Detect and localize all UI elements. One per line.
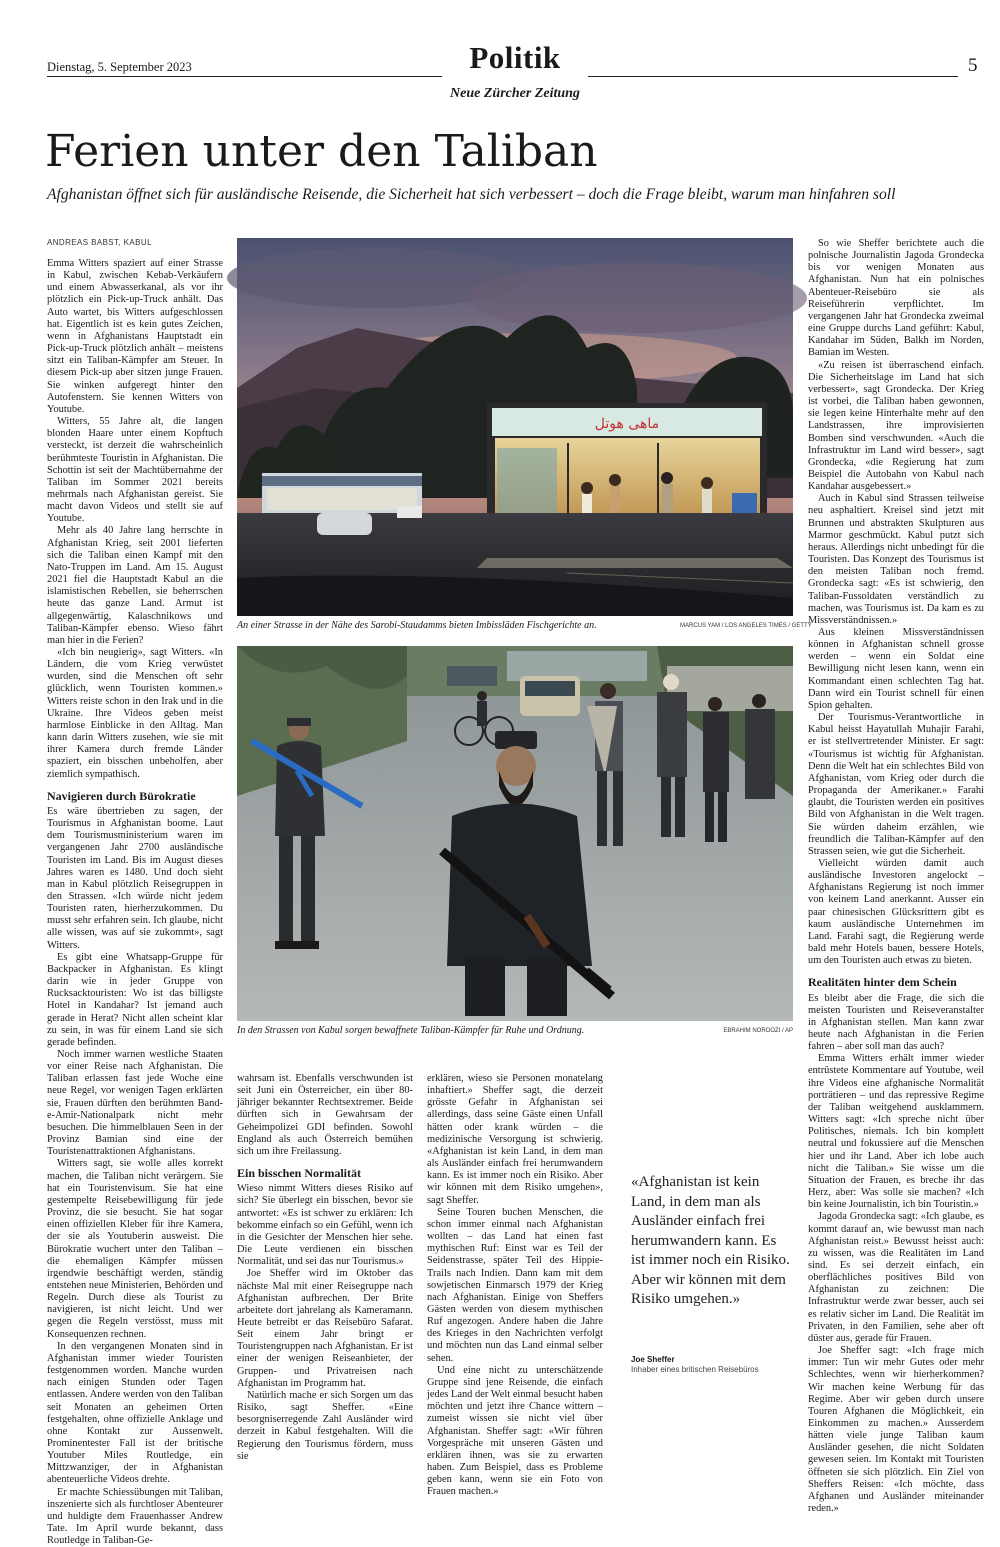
paragraph: Aus kleinen Missverständnissen können in Afghanistan schnell grosse werden – wenn ein Soldat eine Bewilligung nicht lesen kann, wenn ein Kommandant einen schlechten Tag hat. Dann wird ein Tourist schnell für einen Spion gehalten. xyxy=(808,627,984,711)
paragraph: «Zu reisen ist überraschend einfach. Die Sicherheitslage im Land hat sich verbessert», sagt Grondecka. Der Krieg ist vorbei, die Taliban haben gewonnen, sie legen keine Hinterhalte mehr auf den Landstrassen, ihre improvisierten Bomben sind verschwunden. «Auch die Infrastruktur im Land wird besser», sagt Grondecka, «die Regierung hat zum Beispiel die Autobahn von Kabul nach Kandahar ausgebessert.» xyxy=(808,359,984,493)
photo-fish-restaurants xyxy=(237,238,793,616)
paragraph: In den vergangenen Monaten sind in Afghanistan immer wieder Touristen festgenommen worden. Manche wurden nach einigen Stunden oder Tagen entlassen. Andere werden von den Taliban seit Monaten an geheimen Orten festgehalten, ohne offizielle Anklage und ohne Kontakt zur Aussenwelt. Prominentester Fall ist der britische Youtuber Miles Routledge, ein Mittzwanziger, der in Afghanistan abenteuerliche Videos drehte. xyxy=(47,1340,223,1486)
paragraph: Mehr als 40 Jahre lang herrschte in Afghanistan Krieg, seit 2001 lieferten sich die Taliban einen Kampf mit den Nato-Truppen im Land. Am 15. August 2021 fiel die Hauptstadt Kabul an die islamistischen Rebellen, sie beherrschen heute das ganze Land. Armut ist allgegenwärtig, Kalaschnikows und Taliban-Kämpfer ebenso. Wieso fährt man hier in die Ferien? xyxy=(47,525,223,646)
paragraph: Und eine nicht zu unterschätzende Gruppe sind jene Reisende, die einfach jedes Land der Welt einmal besucht haben möchten und jetzt ihre Chance wittern – zumeist wissen sie nicht viel über Afghanistan. Sheffer sagt: «Wir führen Vorgespräche mit unseren Gästen und erklären ihnen, was sie zu erwarten haben. Zum Beispiel, dass es Probleme geben kann, wenn sie ein Foto von Frauen machen.» xyxy=(427,1364,603,1498)
paragraph: Es wäre übertrieben zu sagen, der Tourismus in Afghanistan boome. Laut dem Tourismusministerium waren im vergangenen Jahr 2700 ausländische Touristen im Land. Bis im August dieses Jahres waren es 1480. Und doch sieht man in Kabul plötzlich Reisegruppen in den Strassen. «Ich würde nicht jedem Touristen raten, hierherzukommen. Du musst sehr erfahren sein. Ich glaube, nicht alle wissen, was auf sie zukommt», sagt Witters. xyxy=(47,805,223,951)
paragraph: Es bleibt aber die Frage, die sich die meisten Touristen und Reiseveranstalter in Afghanistan stellen. Man kann zwar heute nach Afghanistan in die Ferien fahren – aber soll man das auch? xyxy=(808,992,984,1053)
paragraph: Joe Sheffer sagt: «Ich frage mich immer: Tun wir mehr Gutes oder mehr Schlechtes, wenn wir hierherkommen? Wir machen keine Werbung für das Regime. Aber wir geben durch unsere Touren Afghanen die Möglichkeit, ein Einkommen zu machen.» Ausserdem hätten viele junge Taliban kaum Ausländer gesehen, die nicht Soldaten gewesen seien. Im Kontakt mit Touristen öffneten sie sich plötzlich. Ein Ziel von Sheffers Reisen: «Ich möchte, dass Afghanen und Ausländer miteinander reden.» xyxy=(808,1345,984,1515)
pull-quote: «Afghanistan ist kein Land, in dem man als Ausländer einfach frei herumwandern kann. Es ist immer noch ein Risiko. Aber wir können mit dem Risiko umgehen.» xyxy=(631,1174,790,1307)
paragraph: Vielleicht würden damit auch ausländische Investoren angelockt – Afghanistans Regierung ist noch immer von keinem Land anerkannt. Ausser ein paar chinesischen Glücksrittern gibt es kaum ausländische Unternehmen im Land. Farahi sagt, die Regierung werde bald mehr Hotels bauen, bessere Hotels, um den Touristen auch etwas zu bieten. xyxy=(808,857,984,967)
photo1-credit: MARCUS YAM / LOS ANGELES TIMES / GETTY xyxy=(680,623,812,629)
column-2 xyxy=(237,1073,413,1462)
photo-taliban-fighters xyxy=(237,646,793,1021)
paragraph: Emma Witters spaziert auf einer Strasse in Kabul, zwischen Kebab-Verkäufern und einem Abwasserkanal, als vor ihr plötzlich ein Pick-up-Truck anhält. Das Auto wartet, bis Witters aufgeschlossen hat. Eigentlich ist es kein gutes Zeichen, wenn in Afghanistans Hauptstadt ein Pick-up-Truck plötzlich anhält – meistens sitzt ein Taliban-Kämpfer am Steuer. In diesem Pick-up aber sitzen junge Frauen. Sie winken aufgeregt hinter den Autofenstern. Sie kennen Witters von Youtube. xyxy=(47,258,223,415)
photo1-caption: An einer Strasse in der Nähe des Sarobi-Staudamms bieten Imbissläden Fischgerichte an. xyxy=(237,620,597,631)
header-rule-left xyxy=(47,76,442,77)
section-heading: Ein bisschen Normalität xyxy=(237,1166,362,1181)
paragraph: Witters, 55 Jahre alt, die langen blonden Haare unter einem Kopftuch versteckt, ist derzeit die wahrscheinlich berühmteste Touristin in Afghanistan. Die Schottin ist seit der Machtübernahme der Taliban im Sommer 2021 bereits mehrmals nach Afghanistan gereist. Sie macht davon Videos und stellt sie auf Youtube. xyxy=(47,416,223,525)
paragraph: Natürlich mache er sich Sorgen um das Risiko, sagt Sheffer. «Eine besorgniserregende Zahl Ausländer wird derzeit in Kabul festgehalten. Will die Regierung den Tourismus fördern, muss sie xyxy=(237,1389,413,1462)
column-5 xyxy=(808,238,984,1515)
paragraph: Jagoda Grondecka sagt: «Ich glaube, es kommt darauf an, wie bewusst man nach Afghanistan reist.» Bewusst heisst auch: zu wissen, was die Realitäten im Land sind. Es sei derzeit einfach, ein oberflächliches positives Bild von Afghanistan zu zeichnen: Die Infrastruktur werde zwar besser, auch sei es relativ sicher im Land. Die Realität im Privaten, in den Familien, sehe aber oft düster aus, gerade für Frauen. xyxy=(808,1211,984,1344)
photo2-credit: EBRAHIM NOROOZI / AP xyxy=(723,1028,793,1034)
section-heading: Realitäten hinter dem Schein xyxy=(808,975,957,990)
paragraph: Der Tourismus-Verantwortliche in Kabul heisst Hayatullah Muhajir Farahi, er ist stellvertretender Minister. Er sagt: «Tourismus ist wichtig für Afghanistan. Denn die Welt hat ein schlechtes Bild von Afghanistan, vom Krieg oder durch die Propaganda der Amerikaner.» Farahi glaubt, die Touristen werden ein positives Bild von Afghanistan in die Welt tragen. Sie würden daheim erzählen, wie freundlich die Taliban-Kämpfer auf den Strassen seien, wie gut die Sicherheit. xyxy=(808,712,984,857)
photo2-caption: In den Strassen von Kabul sorgen bewaffnete Taliban-Kämpfer für Ruhe und Ordnung. xyxy=(237,1025,585,1036)
paragraph: Emma Witters erhält immer wieder entrüstete Kommentare auf Youtube, weil ihre Videos eine afghanische Normalität porträtieren – und das repressive Regime der Taliban weitgehend ausklammern. Witters sagt: «Ich spreche nicht über Politisches, niemals. Ich bin komplett neutral und fokussiere auf die Menschen hier und ihr Land. Aber ich lobe auch nicht die Taliban.» Sie wisse um die Situation der Frauen, es breche ihr das Herz, aber: Was solle sie machen? «Ich bin keine Journalistin, ich bin Touristin.» xyxy=(808,1053,984,1211)
restaurant-sign: ماهی هوتل xyxy=(594,416,660,432)
section-title: Politik xyxy=(469,40,561,75)
paragraph: Joe Sheffer wird im Oktober das nächste Mal mit einer Reisegruppe nach Afghanistan aufbrechen. Der Brite arbeitete dort jahrelang als Kameramann. Heute betreibt er das Reisebüro Safarat. Seit einem Jahr bringt er Touristengruppen nach Afghanistan. Er ist einer der wenigen Reiseanbieter, der Gruppen- und Privatreisen nach Afghanistan im Programm hat. xyxy=(237,1268,413,1389)
issue-date: Dienstag, 5. September 2023 xyxy=(47,60,192,74)
headline: Ferien unter den Taliban xyxy=(45,126,598,177)
paragraph: So wie Sheffer berichtete auch die polnische Journalistin Jagoda Grondecka bis vor wenigen Monaten aus Afghanistan. Nun hat ein polnisches Abenteuer-Reisebüro sie als Reiseführerin verpflichtet. Im vergangenen Jahr hat Grondecka zweimal eine Gruppe durchs Land geführt: Kabul, Kandahar im Süden, Balkh im Norden, Bamian im Westen. xyxy=(808,238,984,359)
paragraph: Noch immer warnen westliche Staaten vor einer Reise nach Afghanistan. Die Taliban erlassen fast jede Woche eine neue Regel, vor wenigen Tagen erklärten sie, Frauen dürften den berühmten Band-e-Amir-Nationalpark nicht mehr besuchen. Die himmelblauen Seen in der Provinz Bamian sind eine der Touristenattraktionen Afghanistans. xyxy=(47,1049,223,1158)
paragraph: wahrsam ist. Ebenfalls verschwunden ist seit Juni ein Österreicher, ein über 80-jähriger bekannter Rechtsextremer. Beide dürften sich in Gewahrsam der Geheimpolizei GDI befinden. Sowohl England als auch Österreich bemühen sich um ihre Freilassung. xyxy=(237,1073,413,1157)
paragraph: Witters sagt, sie wolle alles korrekt machen, die Taliban nicht verärgern. Sie hat ein Touristenvisum. Sie hat eine gestempelte Reisebewilligung für jede Provinz, die sie besucht. Sie hat sogar einen offiziellen Kleber für ihre Kamera, der sie als Youtuberin ausweist. Die Bürokratie wuchert unter den Taliban – die ehemaligen Kämpfer müssen irgendwie beschäftigt werden, ständig entstehen neue Ministerien, Behörden und Regeln. Durch diese als Tourist zu navigieren, ist nicht leicht. Und wer gegen die Regeln verstösst, muss mit Konsequenzen rechnen. xyxy=(47,1158,223,1340)
paragraph: Auch in Kabul sind Strassen teilweise neu asphaltiert. Kreisel sind jetzt mit Brunnen und abstrakten Skulpturen aus Marmor geschmückt. Kabul putzt sich heraus. Allerdings nicht unbedingt für die Touristen. Das Konzept des Tourismus ist den meisten Taliban noch fremd. Grondecka sagt: «Es ist schwierig, den Taliban-Fussoldaten verständlich zu machen, was Tourismus ist. Da kam es zu Missverständnissen.» xyxy=(808,493,984,626)
quote-author-role: Inhaber eines britischen Reisebüros xyxy=(631,1365,759,1374)
paragraph: Es gibt eine Whatsapp-Gruppe für Backpacker in Afghanistan. Es klingt darin wie in jeder Gruppe von Rucksacktouristen: Wo ist das billigste Hotel in Kandahar? Ist jemand auch gerade in Herat? Nicht allen scheint klar zu sein, in was für einem Land sie sich gerade befinden. xyxy=(47,951,223,1048)
author-byline: ANDREAS BABST, KABUL xyxy=(47,238,152,247)
quote-author: Joe Sheffer xyxy=(631,1355,675,1364)
page-number: 5 xyxy=(968,55,978,76)
paragraph: Wieso nimmt Witters dieses Risiko auf sich? Sie überlegt ein bisschen, bevor sie antwortet: «Es ist schwer zu erklären: Ich bekomme einfach so ein Gefühl, wenn ich in die Gesichter der Menschen hier sehe. Die Leute verdienen ein bisschen Normalität, und sei das nur Tourismus.» xyxy=(237,1183,413,1268)
paragraph: Seine Touren buchen Menschen, die schon immer einmal nach Afghanistan wollten – das Land hat einen fast mythischen Ruf: Einst war es Teil der Seidenstrasse, später Teil des Hippie-Trails nach Indien. Dann kam mit dem sowjetischen Einmarsch 1979 der Krieg nach Afghanistan. Einige von Sheffers Gästen werden von diesem mythischen Ruf angezogen. Andere haben die Jahre des Krieges in den Nachrichten verfolgt und möchten nun das Land einmal selber sehen. xyxy=(427,1206,603,1364)
section-heading: Navigieren durch Bürokratie xyxy=(47,788,196,803)
paragraph: Er machte Schiessübungen mit Taliban, inszenierte sich als furchtloser Abenteurer und huldigte dem Frauenhasser Andrew Tate. Im April wurde bekannt, dass Routledge in Taliban-Ge- xyxy=(47,1486,223,1547)
column-3 xyxy=(427,1073,603,1498)
header-rule-right xyxy=(588,76,958,77)
column-1 xyxy=(47,258,223,1547)
subheadline: Afghanistan öffnet sich für ausländische Reisende, die Sicherheit hat sich verbessert – doch die Frage bleibt, warum man hinfahren soll xyxy=(47,186,896,203)
newspaper-logo: Neue Zürcher Zeitung xyxy=(450,86,580,101)
paragraph: «Ich bin neugierig», sagt Witters. «In Ländern, die vom Krieg verwüstet wurden, sind die Menschen oft sehr glücklich, wenn Touristen kommen.» Witters reiste schon in den Irak und in die Ukraine. Ihre Videos geben meist harmlose Einblicke in den Alltag. Man kann darin Witters zusehen, wie sie mit ihrer Kamera durch fremde Länder spaziert, ein bisschen unbeholfen, aber ziemlich sympathisch. xyxy=(47,647,223,780)
paragraph: erklären, wieso sie Personen monatelang inhaftiert.» Sheffer sagt, die derzeit grösste Gefahr in Afghanistan sei allerdings, dass seine Gäste einen Unfall hätten oder krank würden – die medizinische Versorgung ist schwierig. «Afghanistan ist kein Land, in dem man als Ausländer einfach frei herumwandern kann. Es ist immer noch ein Risiko. Aber wir können mit dem Risiko umgehen», sagt Sheffer. xyxy=(427,1073,603,1206)
